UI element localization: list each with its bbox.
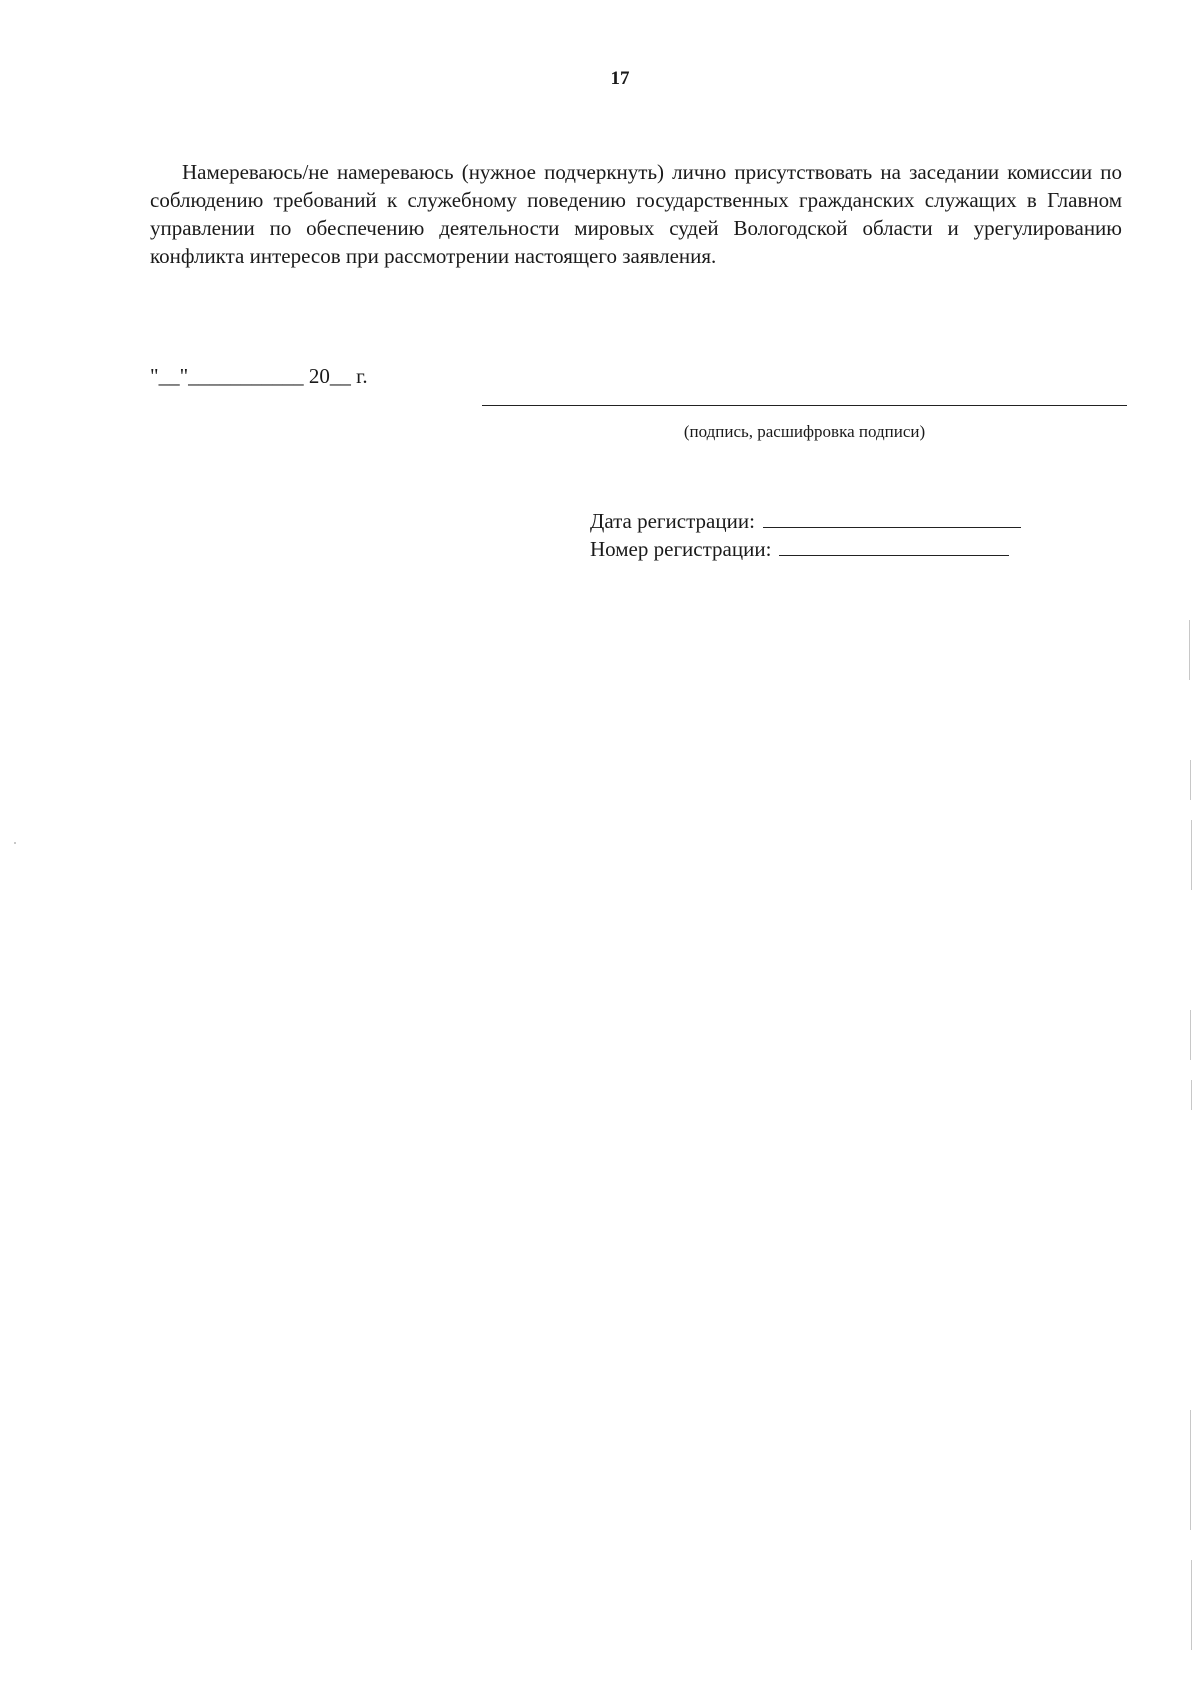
registration-date-label: Дата регистрации: [590, 509, 755, 533]
page-number: 17 [610, 68, 630, 89]
registration-block [590, 507, 1021, 563]
signature-caption: (подпись, расшифровка подписи) [683, 422, 926, 441]
scan-artifact [1190, 760, 1191, 800]
scan-artifact [1191, 1560, 1192, 1650]
intent-paragraph: Намереваюсь/не намереваюсь (нужное подчеркнуть) лично присутствовать на заседании комиссии по соблюдению требований к служебному поведению государственных гражданских служащих в Главном управлении по обеспечению деятельности мировых судей Вологодской области и урегулированию конфликта интересов при рассмотрении настоящего заявления. [150, 160, 1122, 268]
signature-line [482, 405, 1127, 406]
scan-artifact [1191, 820, 1192, 890]
registration-date-row [590, 507, 1021, 535]
scan-artifact [1190, 1410, 1191, 1530]
scan-artifact [14, 842, 16, 844]
registration-number-blank [779, 535, 1009, 556]
scan-artifact [1191, 1080, 1192, 1110]
scan-artifact [1190, 1010, 1191, 1060]
registration-number-row [590, 535, 1021, 563]
scan-artifact [1189, 620, 1190, 680]
registration-date-blank [763, 507, 1021, 528]
date-field: "__"___________ 20__ г. [150, 364, 368, 388]
registration-number-label: Номер регистрации: [590, 537, 772, 561]
